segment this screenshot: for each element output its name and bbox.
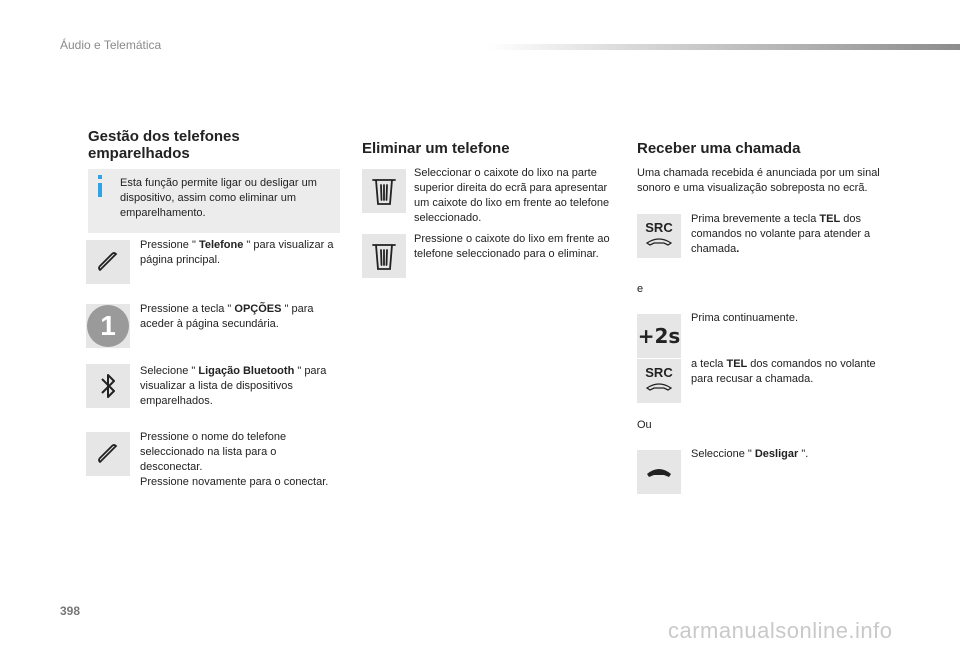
col1-step2-text: Pressione a tecla " OPÇÕES " para aceder à página secundária. bbox=[140, 303, 314, 330]
col3-intro: Uma chamada recebida é anunciada por um sinal sonoro e uma visualização sobreposta no ecrã. bbox=[637, 167, 880, 194]
col3-step2-text: Prima continuamente. bbox=[691, 312, 798, 324]
plus-2s-label: +2s bbox=[637, 324, 681, 348]
plus-2s-icon bbox=[637, 314, 681, 358]
col3-step3-text: a tecla TEL dos comandos no volante para recusar a chamada. bbox=[691, 358, 876, 385]
info-icon-dot bbox=[98, 175, 102, 179]
info-text: Esta função permite ligar ou desligar um dispositivo, assim como eliminar um emparelhamento. bbox=[120, 177, 317, 219]
col3-step4-text: Seleccione " Desligar ". bbox=[691, 448, 809, 460]
handset-icon-2 bbox=[644, 380, 674, 392]
header-gradient-bar bbox=[488, 44, 960, 50]
step-one-badge bbox=[86, 304, 130, 348]
col1-step1-text: Pressione " Telefone " para visualizar a página principal. bbox=[140, 239, 334, 266]
col2-step2-text: Pressione o caixote do lixo em frente ao telefone seleccionado para o eliminar. bbox=[414, 233, 610, 260]
src-label: SRC bbox=[645, 219, 673, 235]
col2-step1-text: Seleccionar o caixote do lixo na parte superior direita do ecrã para apresentar um caixote do lixo em frente ao telefone seleccionado. bbox=[414, 167, 610, 224]
phone-icon bbox=[86, 240, 130, 284]
header-title: Áudio e Telemática bbox=[60, 38, 162, 52]
step-number: 1 bbox=[87, 305, 129, 347]
trash-icon-delete bbox=[362, 234, 406, 278]
hang-up-icon bbox=[637, 450, 681, 494]
handset-icon bbox=[644, 235, 674, 247]
trash-icon bbox=[362, 169, 406, 213]
col1-heading: Gestão dos telefones emparelhados bbox=[88, 128, 240, 162]
src-button-icon bbox=[637, 214, 681, 258]
src-label-2: SRC bbox=[645, 364, 673, 380]
col3-heading: Receber uma chamada bbox=[637, 140, 801, 157]
page-number: 398 bbox=[60, 604, 81, 618]
col3-step1-text: Prima brevemente a tecla TEL dos comandos no volante para atender a chamada. bbox=[691, 213, 871, 255]
col1-step4-text: Pressione o nome do telefone seleccionado na lista para o desconectar. Pressione novamente para o conectar. bbox=[140, 431, 329, 488]
src-button-icon-2 bbox=[637, 359, 681, 403]
and-text: e bbox=[637, 283, 644, 295]
bluetooth-icon bbox=[86, 364, 130, 408]
phone-icon-connect bbox=[86, 432, 130, 476]
or-text: Ou bbox=[637, 419, 652, 431]
col2-heading: Eliminar um telefone bbox=[362, 140, 510, 157]
info-icon bbox=[98, 183, 102, 197]
watermark: carmanualsonline.info bbox=[668, 618, 893, 643]
col1-step3-text: Selecione " Ligação Bluetooth " para visualizar a lista de dispositivos emparelhados. bbox=[140, 365, 327, 407]
